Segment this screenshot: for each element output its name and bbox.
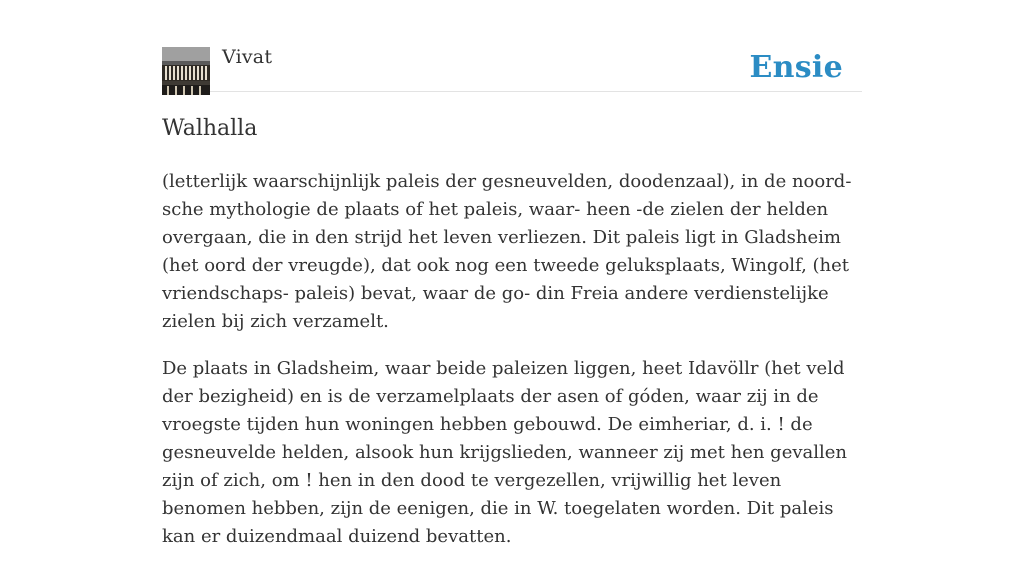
bookshelf-avatar-icon (162, 47, 210, 95)
author-avatar[interactable] (162, 47, 210, 95)
article-paragraph: (letterlijk waarschijnlijk paleis der gesneuvelden, doodenzaal), in de noord- sche mythologie de plaats of het paleis, waar- heen -de zielen der helden overgaan, die in den strijd het leven verliezen. Dit paleis ligt in Gladsheim (het oord der vreugde), dat ook nog een tweede geluksplaats, Wingolf, (het vriendschaps- paleis) bevat, waar de go- din Freia andere verdienstelijke zielen bij zich verzamelt. (162, 171, 852, 332)
article-body (162, 168, 862, 570)
brand-logo[interactable]: Ensie (749, 50, 843, 85)
article-header (162, 47, 862, 92)
article-title: Walhalla (162, 116, 258, 141)
author-name[interactable]: Vivat (222, 46, 273, 68)
article-paragraph: De plaats in Gladsheim, waar beide paleizen liggen, heet Idavöllr (het veld der bezigheid) en is de verzamelplaats der asen of góden, waar zij in de vroegste tijden hun woningen hebben gebouwd. De eimheriar, d. i. ! de gesneuvelde helden, alsook hun krijgslieden, wanneer zij met hen gevallen zijn of zich, om ! hen in den dood te vergezellen, vrijwillig het leven benomen hebben, zijn de eenigen, die in W. toegelaten worden. Dit paleis kan er duizendmaal duizend bevatten. (162, 358, 848, 547)
